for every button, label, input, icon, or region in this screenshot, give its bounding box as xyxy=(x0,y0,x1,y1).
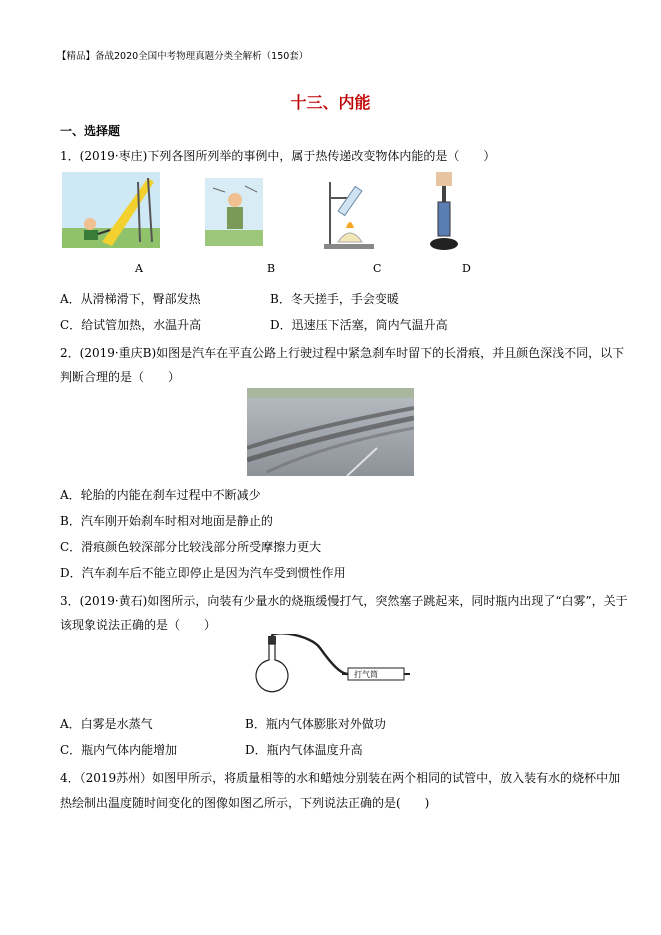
q1-fig-label-a: A xyxy=(135,262,143,275)
q2-option-d: D．汽车刹车后不能立即停止是因为汽车受到惯性作用 xyxy=(60,566,346,580)
q4-stem-line1: 4．（2019苏州）如图甲所示，将质量相等的水和蜡烛分别装在两个相同的试管中，放入装有水的烧杯中加 xyxy=(60,771,621,785)
q1-fig-label-b: B xyxy=(267,262,276,275)
q3-option-a: A．白雾是水蒸气 xyxy=(60,717,153,731)
page-header: 【精品】备战2020全国中考物理真题分类全解析（150套） xyxy=(57,51,309,62)
flask-pump-diagram xyxy=(250,634,410,708)
rubbing-hands-illustration xyxy=(205,178,263,246)
slide-illustration xyxy=(62,172,160,248)
q1-option-b: B．冬天搓手，手会变暖 xyxy=(270,292,399,306)
q1-option-d: D．迅速压下活塞，筒内气温升高 xyxy=(270,318,448,332)
section-heading: 一、选择题 xyxy=(60,124,121,138)
q2-stem-line2: 判断合理的是（ ） xyxy=(60,370,181,384)
skid-marks-photo xyxy=(247,388,414,476)
q1-fig-label-d: D xyxy=(462,262,471,275)
pump-label: 打气筒 xyxy=(354,670,378,679)
piston-compression-illustration xyxy=(426,172,462,252)
q2-option-c: C．滑痕颜色较深部分比较浅部分所受摩擦力更大 xyxy=(60,540,322,554)
q4-stem-line2: 热绘制出温度随时间变化的图像如图乙所示，下列说法正确的是( ) xyxy=(60,796,430,810)
q3-option-b: B．瓶内气体膨胀对外做功 xyxy=(245,717,386,731)
q1-stem: 1．(2019·枣庄)下列各图所列举的事例中，属于热传递改变物体内能的是（ ） xyxy=(60,149,496,163)
q3-option-c: C．瓶内气体内能增加 xyxy=(60,743,178,757)
q1-option-a: A．从滑梯滑下，臀部发热 xyxy=(60,292,201,306)
q2-option-b: B．汽车刚开始刹车时相对地面是静止的 xyxy=(60,514,273,528)
q3-stem-line2: 该现象说法正确的是（ ） xyxy=(60,618,217,632)
q1-fig-label-c: C xyxy=(373,262,382,275)
page-title: 十三、内能 xyxy=(290,93,371,112)
q3-option-d: D．瓶内气体温度升高 xyxy=(245,743,363,757)
q2-option-a: A．轮胎的内能在刹车过程中不断减少 xyxy=(60,488,261,502)
test-tube-heating-illustration xyxy=(316,176,380,250)
q1-option-c: C．给试管加热，水温升高 xyxy=(60,318,202,332)
q2-stem-line1: 2．(2019·重庆B)如图是汽车在平直公路上行驶过程中紧急刹车时留下的长滑痕，并且颜色深浅不同，以下 xyxy=(60,346,625,360)
q3-stem-line1: 3．(2019·黄石)如图所示，向装有少量水的烧瓶缓慢打气，突然塞子跳起来，同时瓶内出现了“白雾”，关于 xyxy=(60,594,628,608)
